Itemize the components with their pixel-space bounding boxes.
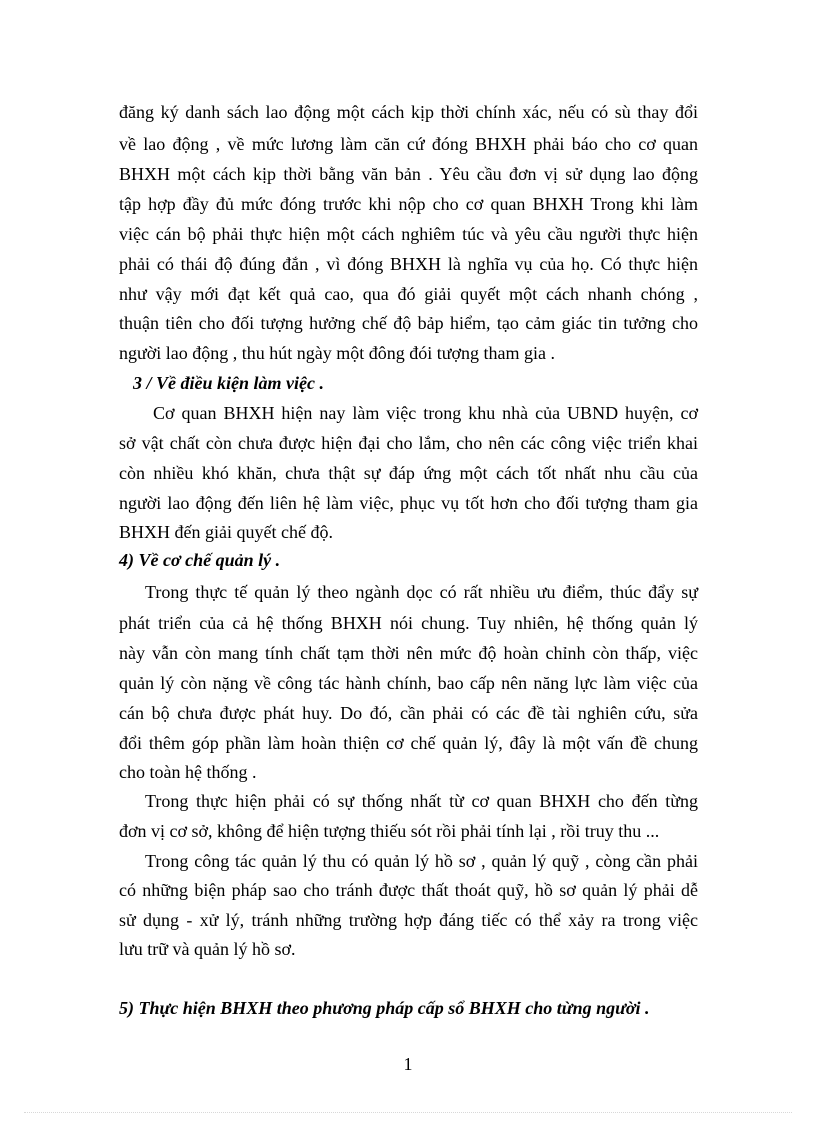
paragraph-line: Trong thực hiện phải có sự thống nhất từ cơ quan BHXH cho đến từng xyxy=(145,791,698,811)
paragraph-line: còn nhiều khó khăn, chưa thật sự đáp ứng một cách tốt nhất nhu cầu của xyxy=(119,463,698,483)
paragraph-line: BHXH một cách kịp thời bằng văn bản . Yêu cầu đơn vị sử dụng lao động xyxy=(119,164,698,184)
paragraph-line: phát triển của cả hệ thống BHXH nói chung. Tuy nhiên, hệ thống quản lý xyxy=(119,613,698,633)
paragraph-line: đăng ký danh sách lao động một cách kịp thời chính xác, nếu có sù thay đổi xyxy=(119,102,698,122)
paragraph-line: về lao động , về mức lương làm căn cứ đóng BHXH phải báo cho cơ quan xyxy=(119,134,698,154)
paragraph-line: người lao động , thu hút ngày một đông đói tượng tham gia . xyxy=(119,343,556,363)
footer-divider xyxy=(24,1112,792,1113)
paragraph-line: Cơ quan BHXH hiện nay làm việc trong khu nhà của UBND huyện, cơ xyxy=(153,403,698,423)
paragraph-line: cán bộ chưa được phát huy. Do đó, cần phải có các đề tài nghiên cứu, sửa xyxy=(119,703,698,723)
paragraph-line: người lao động đến liên hệ làm việc, phục vụ tốt hơn cho đối tượng tham gia xyxy=(119,493,698,513)
paragraph-line: đổi thêm góp phần làm hoàn thiện cơ chế quản lý, đây là một vấn đề chung xyxy=(119,733,698,753)
paragraph-line: quản lý còn nặng về công tác hành chính, bao cấp nên năng lực làm việc của xyxy=(119,673,698,693)
paragraph-line: sử dụng - xử lý, tránh những trường hợp đáng tiếc có thể xảy ra trong việc xyxy=(119,910,698,930)
paragraph-line: này vẫn còn mang tính chất tạm thời nên mức độ hoàn chỉnh còn thấp, việc xyxy=(119,643,698,663)
paragraph-line: tập hợp đầy đủ mức đóng trước khi nộp cho cơ quan BHXH Trong khi làm xyxy=(119,194,698,214)
section-heading-3: 3 / Về điều kiện làm việc . xyxy=(133,373,324,393)
page-number: 1 xyxy=(403,1054,413,1074)
paragraph-line: Trong công tác quản lý thu có quản lý hồ sơ , quản lý quỹ , còng cần phải xyxy=(145,851,698,871)
paragraph-line: sở vật chất còn chưa được hiện đại cho lắm, cho nên các công việc triển khai xyxy=(119,433,698,453)
paragraph-line: cho toàn hệ thống . xyxy=(119,762,257,782)
paragraph-line: đơn vị cơ sở, không để hiện tượng thiếu sót rồi phải tính lại , rồi truy thu ... xyxy=(119,821,660,841)
paragraph-line: phải có thái độ đúng đắn , vì đóng BHXH là nghĩa vụ của họ. Có thực hiện xyxy=(119,254,698,274)
paragraph-line: Trong thực tế quản lý theo ngành dọc có rất nhiều ưu điểm, thúc đẩy sự xyxy=(145,582,698,602)
section-heading-4: 4) Về cơ chế quản lý . xyxy=(119,550,281,570)
paragraph-line: lưu trữ và quản lý hồ sơ. xyxy=(119,939,296,959)
paragraph-line: như vậy mới đạt kết quả cao, qua đó giải quyết một cách nhanh chóng , xyxy=(119,284,698,304)
paragraph-line: việc cán bộ phải thực hiện một cách nghiêm túc và yêu cầu người thực hiện xyxy=(119,224,698,244)
paragraph-line: có những biện pháp sao cho tránh được thất thoát quỹ, hồ sơ quản lý phải dễ xyxy=(119,880,698,900)
section-heading-5: 5) Thực hiện BHXH theo phương pháp cấp sổ BHXH cho từng người . xyxy=(119,998,650,1018)
paragraph-line: BHXH đến giải quyết chế độ. xyxy=(119,522,333,542)
paragraph-line: thuận tiên cho đối tượng hưởng chế độ bảp hiểm, tạo cảm giác tin tưởng cho xyxy=(119,313,698,333)
